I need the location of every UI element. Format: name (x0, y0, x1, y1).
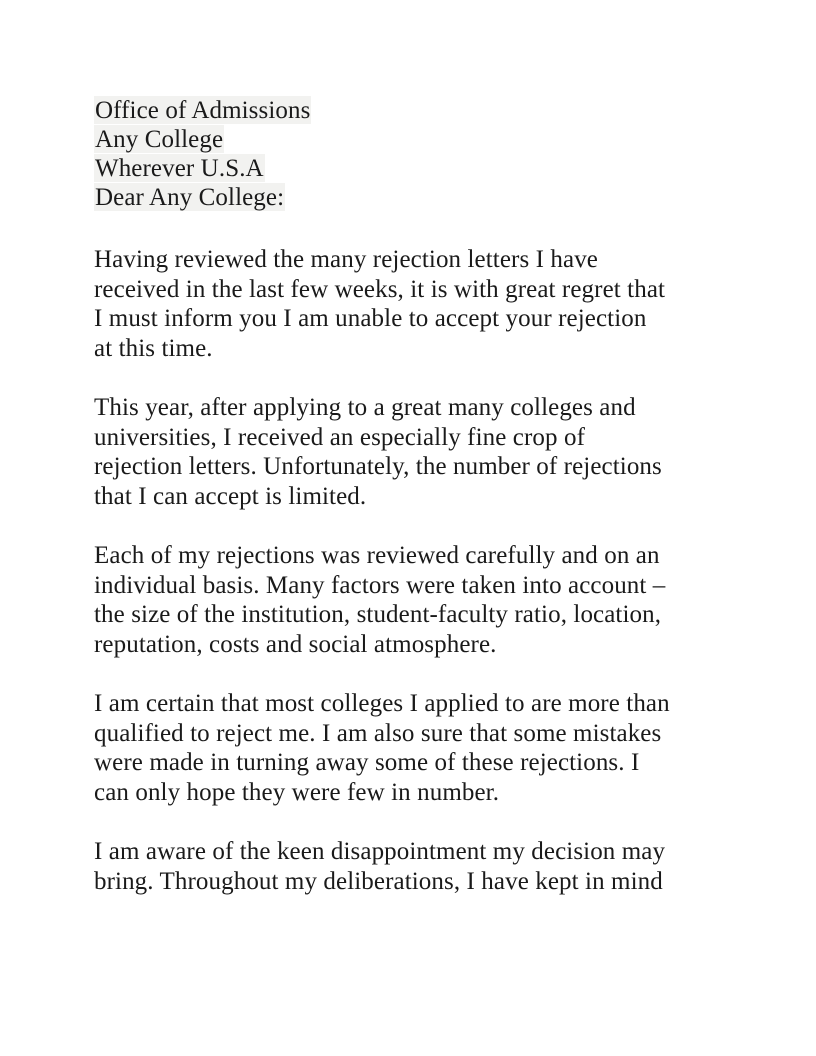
address-line (94, 96, 734, 125)
paragraph-line: I must inform you I am unable to accept your rejection (94, 305, 647, 332)
salutation-line (94, 183, 734, 212)
paragraph-line: This year, after applying to a great many colleges and (94, 394, 636, 421)
paragraph (94, 245, 734, 363)
paragraph (94, 541, 734, 659)
salutation-text: Dear Any College: (95, 184, 285, 211)
paragraph-line: Having reviewed the many rejection letters I have (94, 246, 598, 273)
paragraph-line: qualified to reject me. I am also sure that some mistakes (94, 719, 662, 747)
address-line (94, 125, 734, 154)
paragraph-line: universities, I received an especially fine crop of (94, 423, 586, 451)
address-line-text: Any College (95, 126, 224, 153)
paragraph-line: reputation, costs and social atmosphere. (94, 630, 497, 658)
paragraph-line: Each of my rejections was reviewed carefully and on an (94, 542, 660, 569)
paragraph-line: bring. Throughout my deliberations, I have kept in mind (94, 867, 663, 895)
paragraph-line: the size of the institution, student-faculty ratio, location, (94, 601, 662, 628)
paragraph-line: I am aware of the keen disappointment my decision may (94, 838, 666, 865)
address-line (94, 154, 734, 183)
paragraph-line: received in the last few weeks, it is with great regret that (94, 275, 666, 303)
paragraph (94, 837, 734, 896)
paragraph (94, 689, 734, 807)
address-line-text: Wherever U.S.A (95, 155, 264, 182)
address-block (94, 96, 734, 212)
paragraph-line: rejection letters. Unfortunately, the number of rejections (94, 453, 662, 480)
paragraph-line: were made in turning away some of these rejections. I (94, 749, 640, 776)
letter-body (94, 96, 734, 896)
paragraph-line: individual basis. Many factors were taken into account – (94, 571, 666, 599)
paragraph-line: can only hope they were few in number. (94, 778, 500, 806)
address-line-text: Office of Admissions (95, 97, 311, 124)
paragraph (94, 393, 734, 511)
paragraph-line: at this time. (94, 334, 213, 362)
paragraph-line: I am certain that most colleges I applied to are more than (94, 690, 670, 717)
paragraph-line: that I can accept is limited. (94, 482, 367, 510)
